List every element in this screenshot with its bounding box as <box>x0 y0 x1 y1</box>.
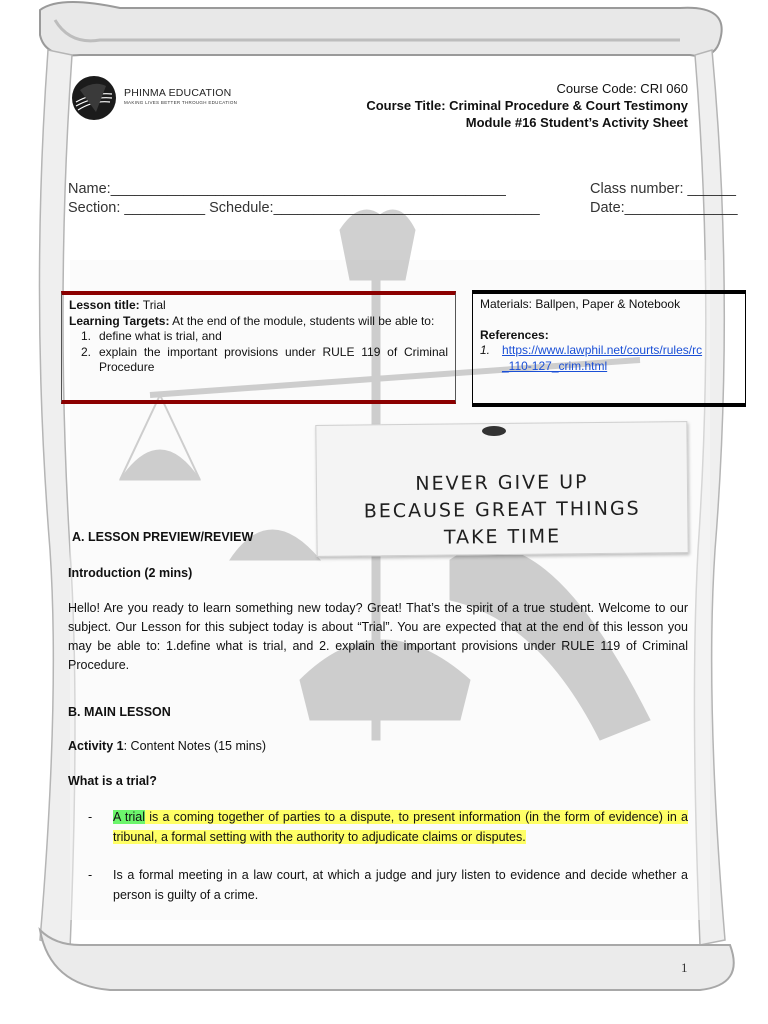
bullet-dash: - <box>88 868 93 882</box>
activity-1-label: Activity 1 <box>68 739 124 753</box>
learning-targets-text: At the end of the module, students will be able to: <box>169 313 435 328</box>
materials-box <box>472 290 746 407</box>
page-number: 1 <box>681 960 688 975</box>
logo-tagline: MAKING LIVES BETTER THROUGH EDUCATION <box>124 100 238 105</box>
course-code: Course Code: CRI 060 <box>556 81 688 96</box>
quote-line-3: TAKE TIME <box>443 525 562 549</box>
target-item <box>69 329 448 345</box>
introduction-heading: Introduction (2 mins) <box>68 566 193 580</box>
quote-card <box>315 421 688 557</box>
logo-name: PHINMA EDUCATION <box>124 87 232 99</box>
course-title: Course Title: Criminal Procedure & Court Testimony <box>366 98 688 113</box>
reference-item <box>480 343 738 374</box>
target-item-text: explain the important provisions under RULE 119 of Criminal Procedure <box>99 344 448 374</box>
lesson-title-value: Trial <box>139 298 166 312</box>
date-field: Date:______________ <box>590 200 738 216</box>
highlighted-term: A trial <box>113 810 146 824</box>
bullet-text: Is a formal meeting in a law court, at which a judge and jury listen to evidence and decide whether a person is guilty of a crime. <box>113 868 688 902</box>
bullet-item <box>88 866 688 905</box>
bullet-item <box>88 808 688 847</box>
section-a-title: A. LESSON PREVIEW/REVIEW <box>72 530 254 544</box>
reference-link[interactable] <box>502 343 702 374</box>
target-item-text: define what is trial, and <box>99 329 222 343</box>
introduction-text: Hello! Are you ready to learn something new today? Great! That’s the spirit of a true student. Welcome to our subject. Our Lesson for this subject today is about “Trial”. You are expected that at the end of this lesson you may be able to: 1.define what is trial, and 2. explain the important provisions under RULE 119 of Criminal Procedure. <box>68 601 688 672</box>
lesson-info-box <box>61 291 456 404</box>
highlighted-definition: is a coming together of parties to a dispute, to present information (in the form of evidence) in a tribunal, a formal setting with the authority to adjudicate claims or disputes. <box>113 810 688 844</box>
references-label <box>480 328 738 344</box>
lesson-title <box>69 298 448 314</box>
module-title: Module #16 Student’s Activity Sheet <box>465 115 688 130</box>
references-label-text: References: <box>480 327 549 342</box>
reference-link-line2: _110-127_crim.html <box>502 358 608 373</box>
learning-targets <box>69 314 448 330</box>
target-item-number: 1. <box>80 329 91 343</box>
lesson-title-label: Lesson title: <box>69 298 140 312</box>
name-field: Name:_________________________________________________ <box>68 181 506 197</box>
materials-text: Materials: Ballpen, Paper & Notebook <box>480 297 681 311</box>
class-number-field: Class number: ______ <box>590 181 736 197</box>
activity-1-text: : Content Notes (15 mins) <box>123 739 267 753</box>
reference-link-line1: https://www.lawphil.net/courts/rules/rc <box>502 343 703 357</box>
trial-question: What is a trial? <box>68 774 157 788</box>
pin-icon <box>482 426 506 436</box>
quote-line-2: BECAUSE GREAT THINGS <box>363 497 641 523</box>
activity-1 <box>68 739 266 753</box>
bullet-text <box>113 808 688 847</box>
section-b-title: B. MAIN LESSON <box>68 705 171 719</box>
quote-line-1: NEVER GIVE UP <box>415 471 589 495</box>
bullet-dash: - <box>88 810 93 824</box>
learning-targets-label: Learning Targets: <box>69 313 170 328</box>
target-item <box>69 345 448 376</box>
target-item-number: 2. <box>80 344 91 359</box>
reference-number: 1. <box>480 343 491 357</box>
section-schedule-field: Section: __________ Schedule:_________________________________ <box>68 200 540 216</box>
